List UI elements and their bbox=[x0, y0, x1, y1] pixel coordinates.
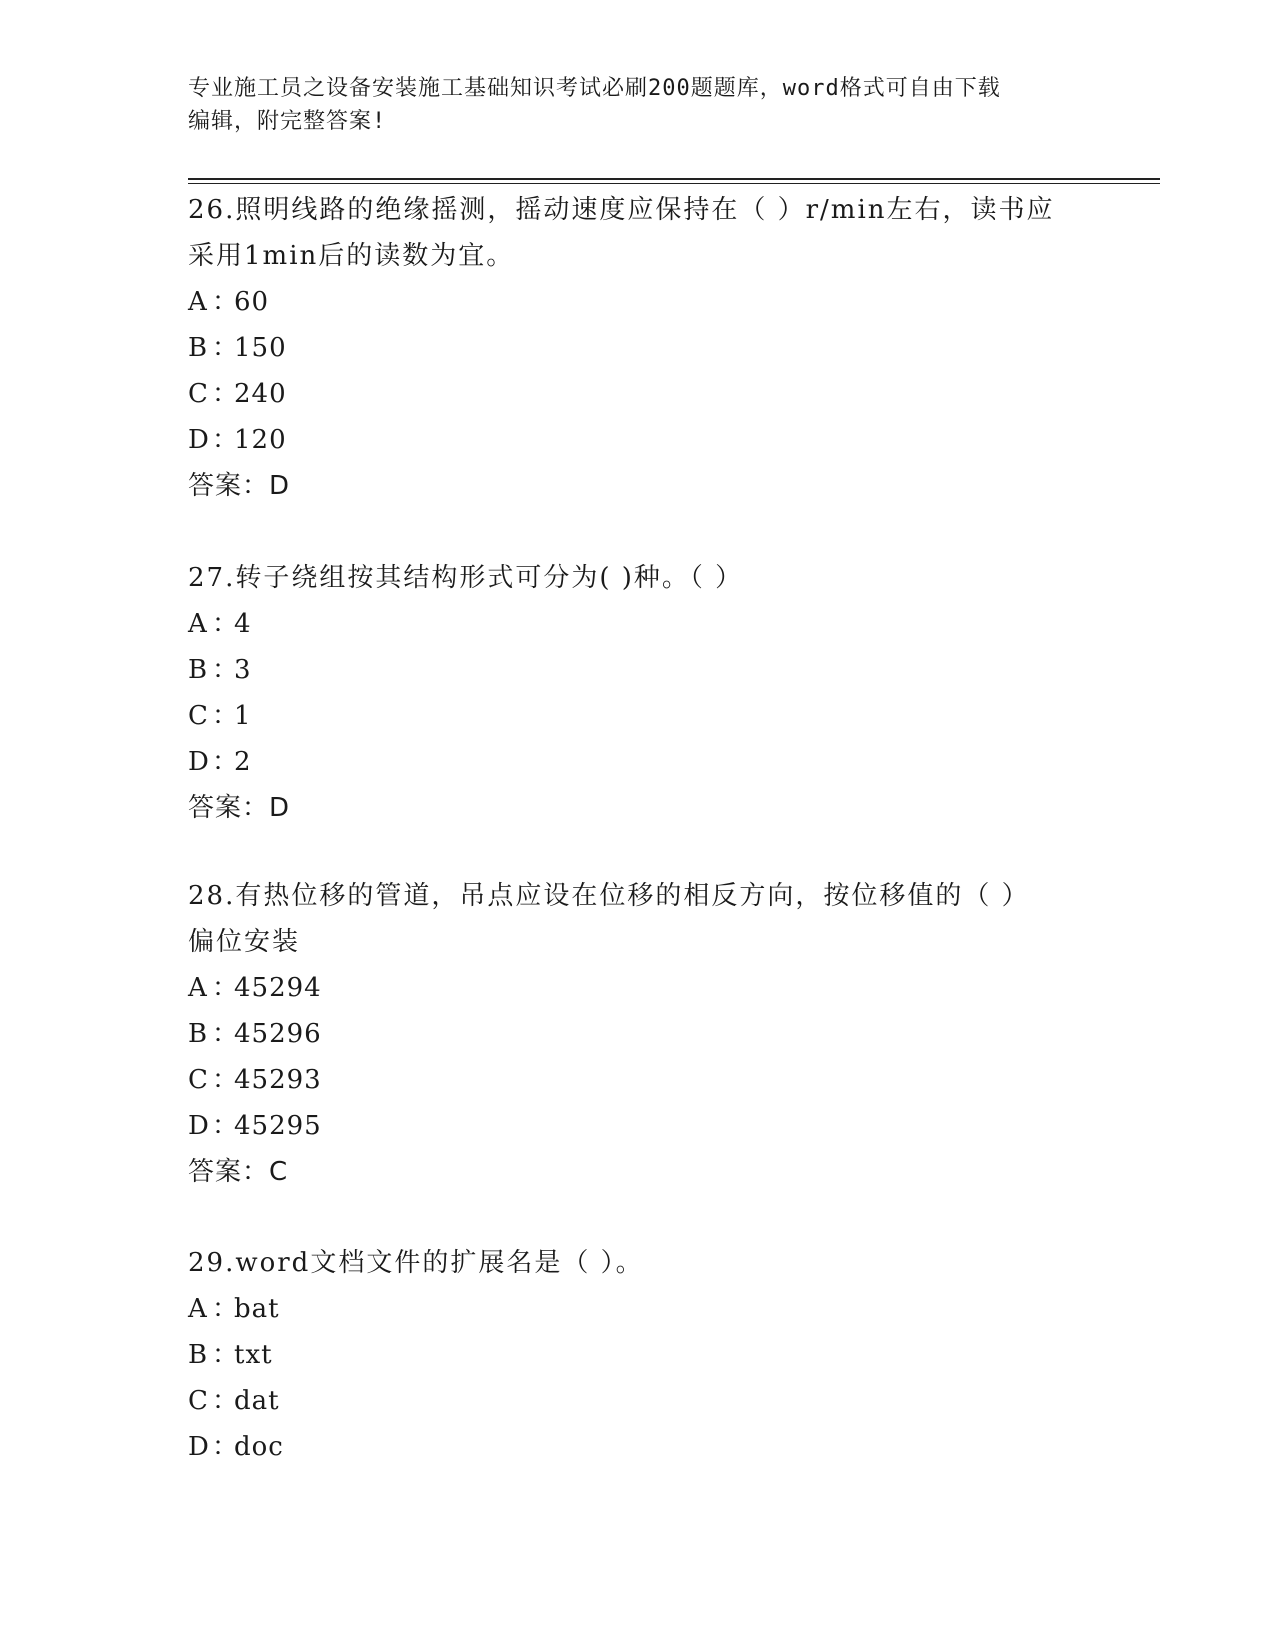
option-d bbox=[188, 739, 1088, 785]
option-value: bat bbox=[234, 1294, 280, 1324]
question-28 bbox=[188, 873, 1088, 1195]
option-key: A bbox=[188, 287, 208, 317]
option-separator: ： bbox=[212, 1111, 240, 1141]
option-separator: ： bbox=[212, 287, 240, 317]
option-b bbox=[188, 325, 1088, 371]
answer-line: 答案：C bbox=[188, 1157, 289, 1187]
option-value: 45293 bbox=[234, 1065, 322, 1095]
question-27 bbox=[188, 555, 1088, 831]
option-key: D bbox=[188, 425, 210, 455]
header-line-1: 专业施工员之设备安装施工基础知识考试必刷200题题库，word格式可自由下载 bbox=[188, 76, 1001, 101]
option-key: B bbox=[188, 1340, 209, 1370]
option-separator: ： bbox=[212, 425, 240, 455]
option-key: C bbox=[188, 379, 209, 409]
option-value: 45295 bbox=[234, 1111, 322, 1141]
option-value: 4 bbox=[234, 609, 252, 639]
option-c bbox=[188, 693, 1088, 739]
option-key: D bbox=[188, 1432, 210, 1462]
option-value: 150 bbox=[234, 333, 287, 363]
option-value: 1 bbox=[234, 701, 252, 731]
question-stem-line-2: 偏位安装 bbox=[188, 927, 301, 957]
option-key: B bbox=[188, 655, 209, 685]
option-key: D bbox=[188, 747, 210, 777]
option-value: 60 bbox=[234, 287, 270, 317]
option-key: A bbox=[188, 1294, 208, 1324]
option-separator: ： bbox=[212, 1432, 240, 1462]
option-c bbox=[188, 1378, 1088, 1424]
document-header bbox=[188, 72, 1088, 138]
option-c bbox=[188, 1057, 1088, 1103]
option-a bbox=[188, 601, 1088, 647]
header-line-2: 编辑，附完整答案! bbox=[188, 109, 387, 134]
option-key: C bbox=[188, 701, 209, 731]
option-key: C bbox=[188, 1386, 209, 1416]
option-value: 45296 bbox=[234, 1019, 322, 1049]
option-b bbox=[188, 647, 1088, 693]
option-separator: ： bbox=[212, 655, 240, 685]
question-29 bbox=[188, 1240, 1088, 1470]
option-separator: ： bbox=[212, 609, 240, 639]
option-value: 3 bbox=[234, 655, 252, 685]
option-separator: ： bbox=[212, 747, 240, 777]
option-key: B bbox=[188, 333, 209, 363]
answer-line: 答案：D bbox=[188, 471, 291, 501]
answer-line: 答案：D bbox=[188, 793, 291, 823]
option-a bbox=[188, 1286, 1088, 1332]
option-b bbox=[188, 1332, 1088, 1378]
question-26 bbox=[188, 187, 1088, 509]
option-d bbox=[188, 1103, 1088, 1149]
header-divider-thin bbox=[188, 183, 1160, 184]
question-stem-line-2: 采用1min后的读数为宜。 bbox=[188, 241, 515, 271]
header-divider-thick bbox=[188, 178, 1160, 180]
option-separator: ： bbox=[212, 379, 240, 409]
question-stem-line-1: 28.有热位移的管道，吊点应设在位移的相反方向，按位移值的（ ） bbox=[188, 881, 1030, 911]
option-value: 240 bbox=[234, 379, 287, 409]
option-value: 45294 bbox=[234, 973, 322, 1003]
question-stem-line-1: 27.转子绕组按其结构形式可分为( )种。（ ） bbox=[188, 563, 744, 593]
option-d bbox=[188, 1424, 1088, 1470]
option-key: A bbox=[188, 973, 208, 1003]
option-separator: ： bbox=[212, 1065, 240, 1095]
option-separator: ： bbox=[212, 1340, 240, 1370]
option-value: 120 bbox=[234, 425, 287, 455]
option-b bbox=[188, 1011, 1088, 1057]
question-stem-line-1: 29.word文档文件的扩展名是（ ）。 bbox=[188, 1248, 644, 1278]
option-key: D bbox=[188, 1111, 210, 1141]
option-separator: ： bbox=[212, 333, 240, 363]
option-key: A bbox=[188, 609, 208, 639]
option-separator: ： bbox=[212, 1019, 240, 1049]
option-value: 2 bbox=[234, 747, 252, 777]
option-value: dat bbox=[234, 1386, 280, 1416]
option-value: txt bbox=[234, 1340, 273, 1370]
option-a bbox=[188, 965, 1088, 1011]
option-separator: ： bbox=[212, 1386, 240, 1416]
question-stem-line-1: 26.照明线路的绝缘摇测，摇动速度应保持在（ ）r/min左右，读书应 bbox=[188, 195, 1055, 225]
option-d bbox=[188, 417, 1088, 463]
option-separator: ： bbox=[212, 1294, 240, 1324]
option-separator: ： bbox=[212, 701, 240, 731]
option-value: doc bbox=[234, 1432, 284, 1462]
option-key: C bbox=[188, 1065, 209, 1095]
option-c bbox=[188, 371, 1088, 417]
option-a bbox=[188, 279, 1088, 325]
option-key: B bbox=[188, 1019, 209, 1049]
option-separator: ： bbox=[212, 973, 240, 1003]
